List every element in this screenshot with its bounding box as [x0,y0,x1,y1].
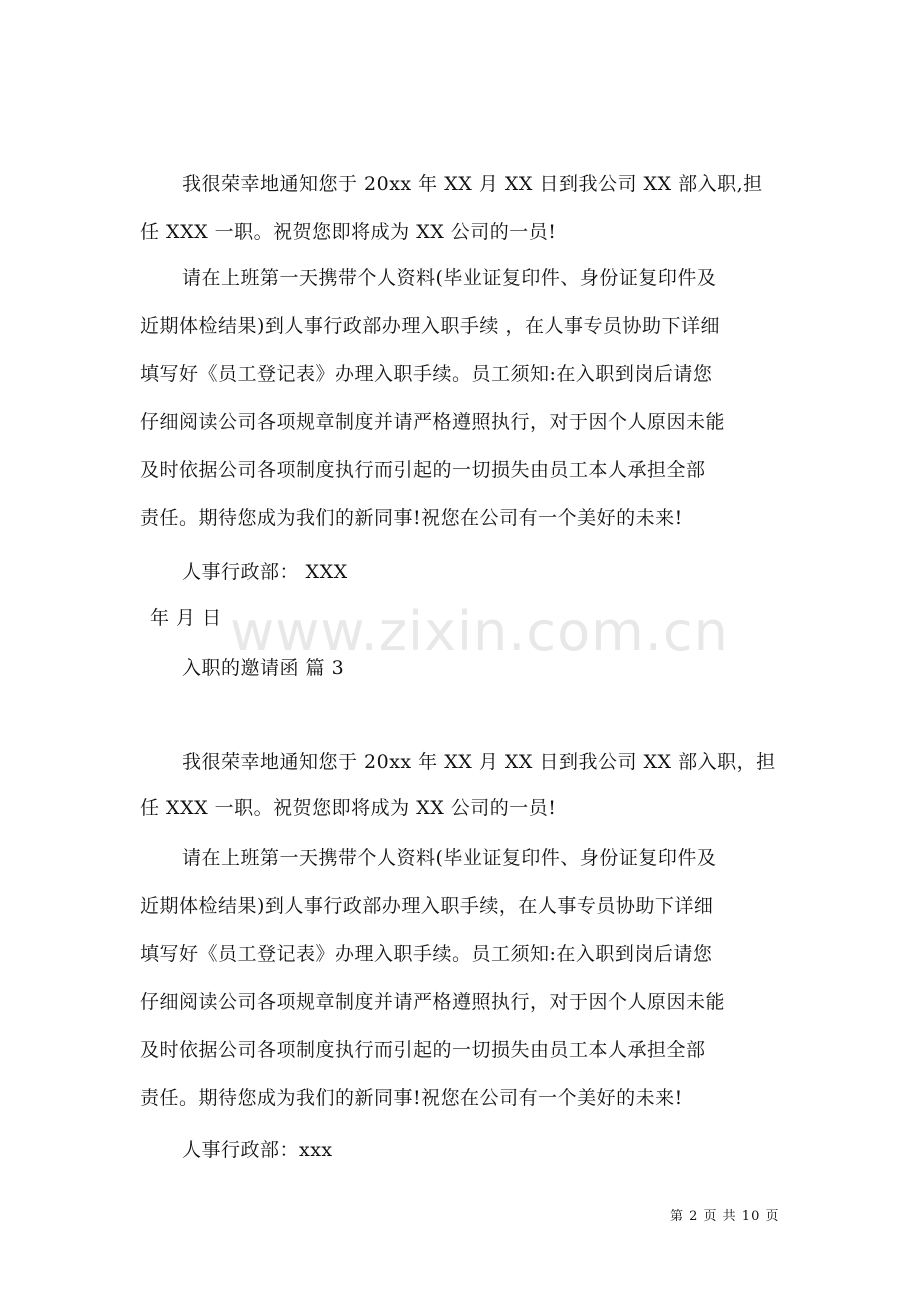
section-a-paragraph-2-line-6: 责任。期待您成为我们的新同事!祝您在公司有一个美好的未来! [140,507,683,529]
section-a-paragraph-1-line-1: 我很荣幸地通知您于 20xx 年 XX 月 XX 日到我公司 XX 部入职,担 [182,173,763,195]
section-b-department-signature: 人事行政部：xxx [182,1139,333,1161]
section-b-paragraph-2-line-4: 仔细阅读公司各项规章制度并请严格遵照执行，对于因个人原因未能 [140,991,726,1013]
section-b-paragraph-2-line-3: 填写好《员工登记表》办理入职手续。员工须知:在入职到岗后请您 [140,943,713,965]
section-heading: 入职的邀请函 篇 3 [182,657,345,679]
section-a-department-signature: 人事行政部： XXX [182,561,348,583]
section-b-paragraph-2-line-2: 近期体检结果)到人事行政部办理入职手续，在人事专员协助下详细 [140,895,714,917]
section-b-paragraph-1-line-1: 我很荣幸地通知您于 20xx 年 XX 月 XX 日到我公司 XX 部入职，担 [182,751,776,773]
section-a-date: 年 月 日 [150,607,222,629]
section-b-paragraph-2-line-1: 请在上班第一天携带个人资料(毕业证复印件、身份证复印件及 [182,847,717,869]
section-a-paragraph-2-line-5: 及时依据公司各项制度执行而引起的一切损失由员工本人承担全部 [140,459,706,481]
section-a-paragraph-2-line-4: 仔细阅读公司各项规章制度并请严格遵照执行，对于因个人原因未能 [140,411,726,433]
section-b-paragraph-2-line-5: 及时依据公司各项制度执行而引起的一切损失由员工本人承担全部 [140,1039,706,1061]
section-a-paragraph-2-line-2: 近期体检结果)到人事行政部办理入职手续 ，在人事专员协助下详细 [140,315,720,337]
section-b-paragraph-2-line-6: 责任。期待您成为我们的新同事!祝您在公司有一个美好的未来! [140,1087,683,1109]
section-b-paragraph-1-line-2: 任 XXX 一职。祝贺您即将成为 XX 公司的一员! [140,797,557,819]
watermark: www.zixin.com.cn [230,600,729,663]
section-a-paragraph-2-line-1: 请在上班第一天携带个人资料(毕业证复印件、身份证复印件及 [182,267,717,289]
page-footer: 第 2 页 共 10 页 [670,1209,780,1224]
section-a-paragraph-2-line-3: 填写好《员工登记表》办理入职手续。员工须知:在入职到岗后请您 [140,363,713,385]
section-a-paragraph-1-line-2: 任 XXX 一职。祝贺您即将成为 XX 公司的一员! [140,221,557,243]
